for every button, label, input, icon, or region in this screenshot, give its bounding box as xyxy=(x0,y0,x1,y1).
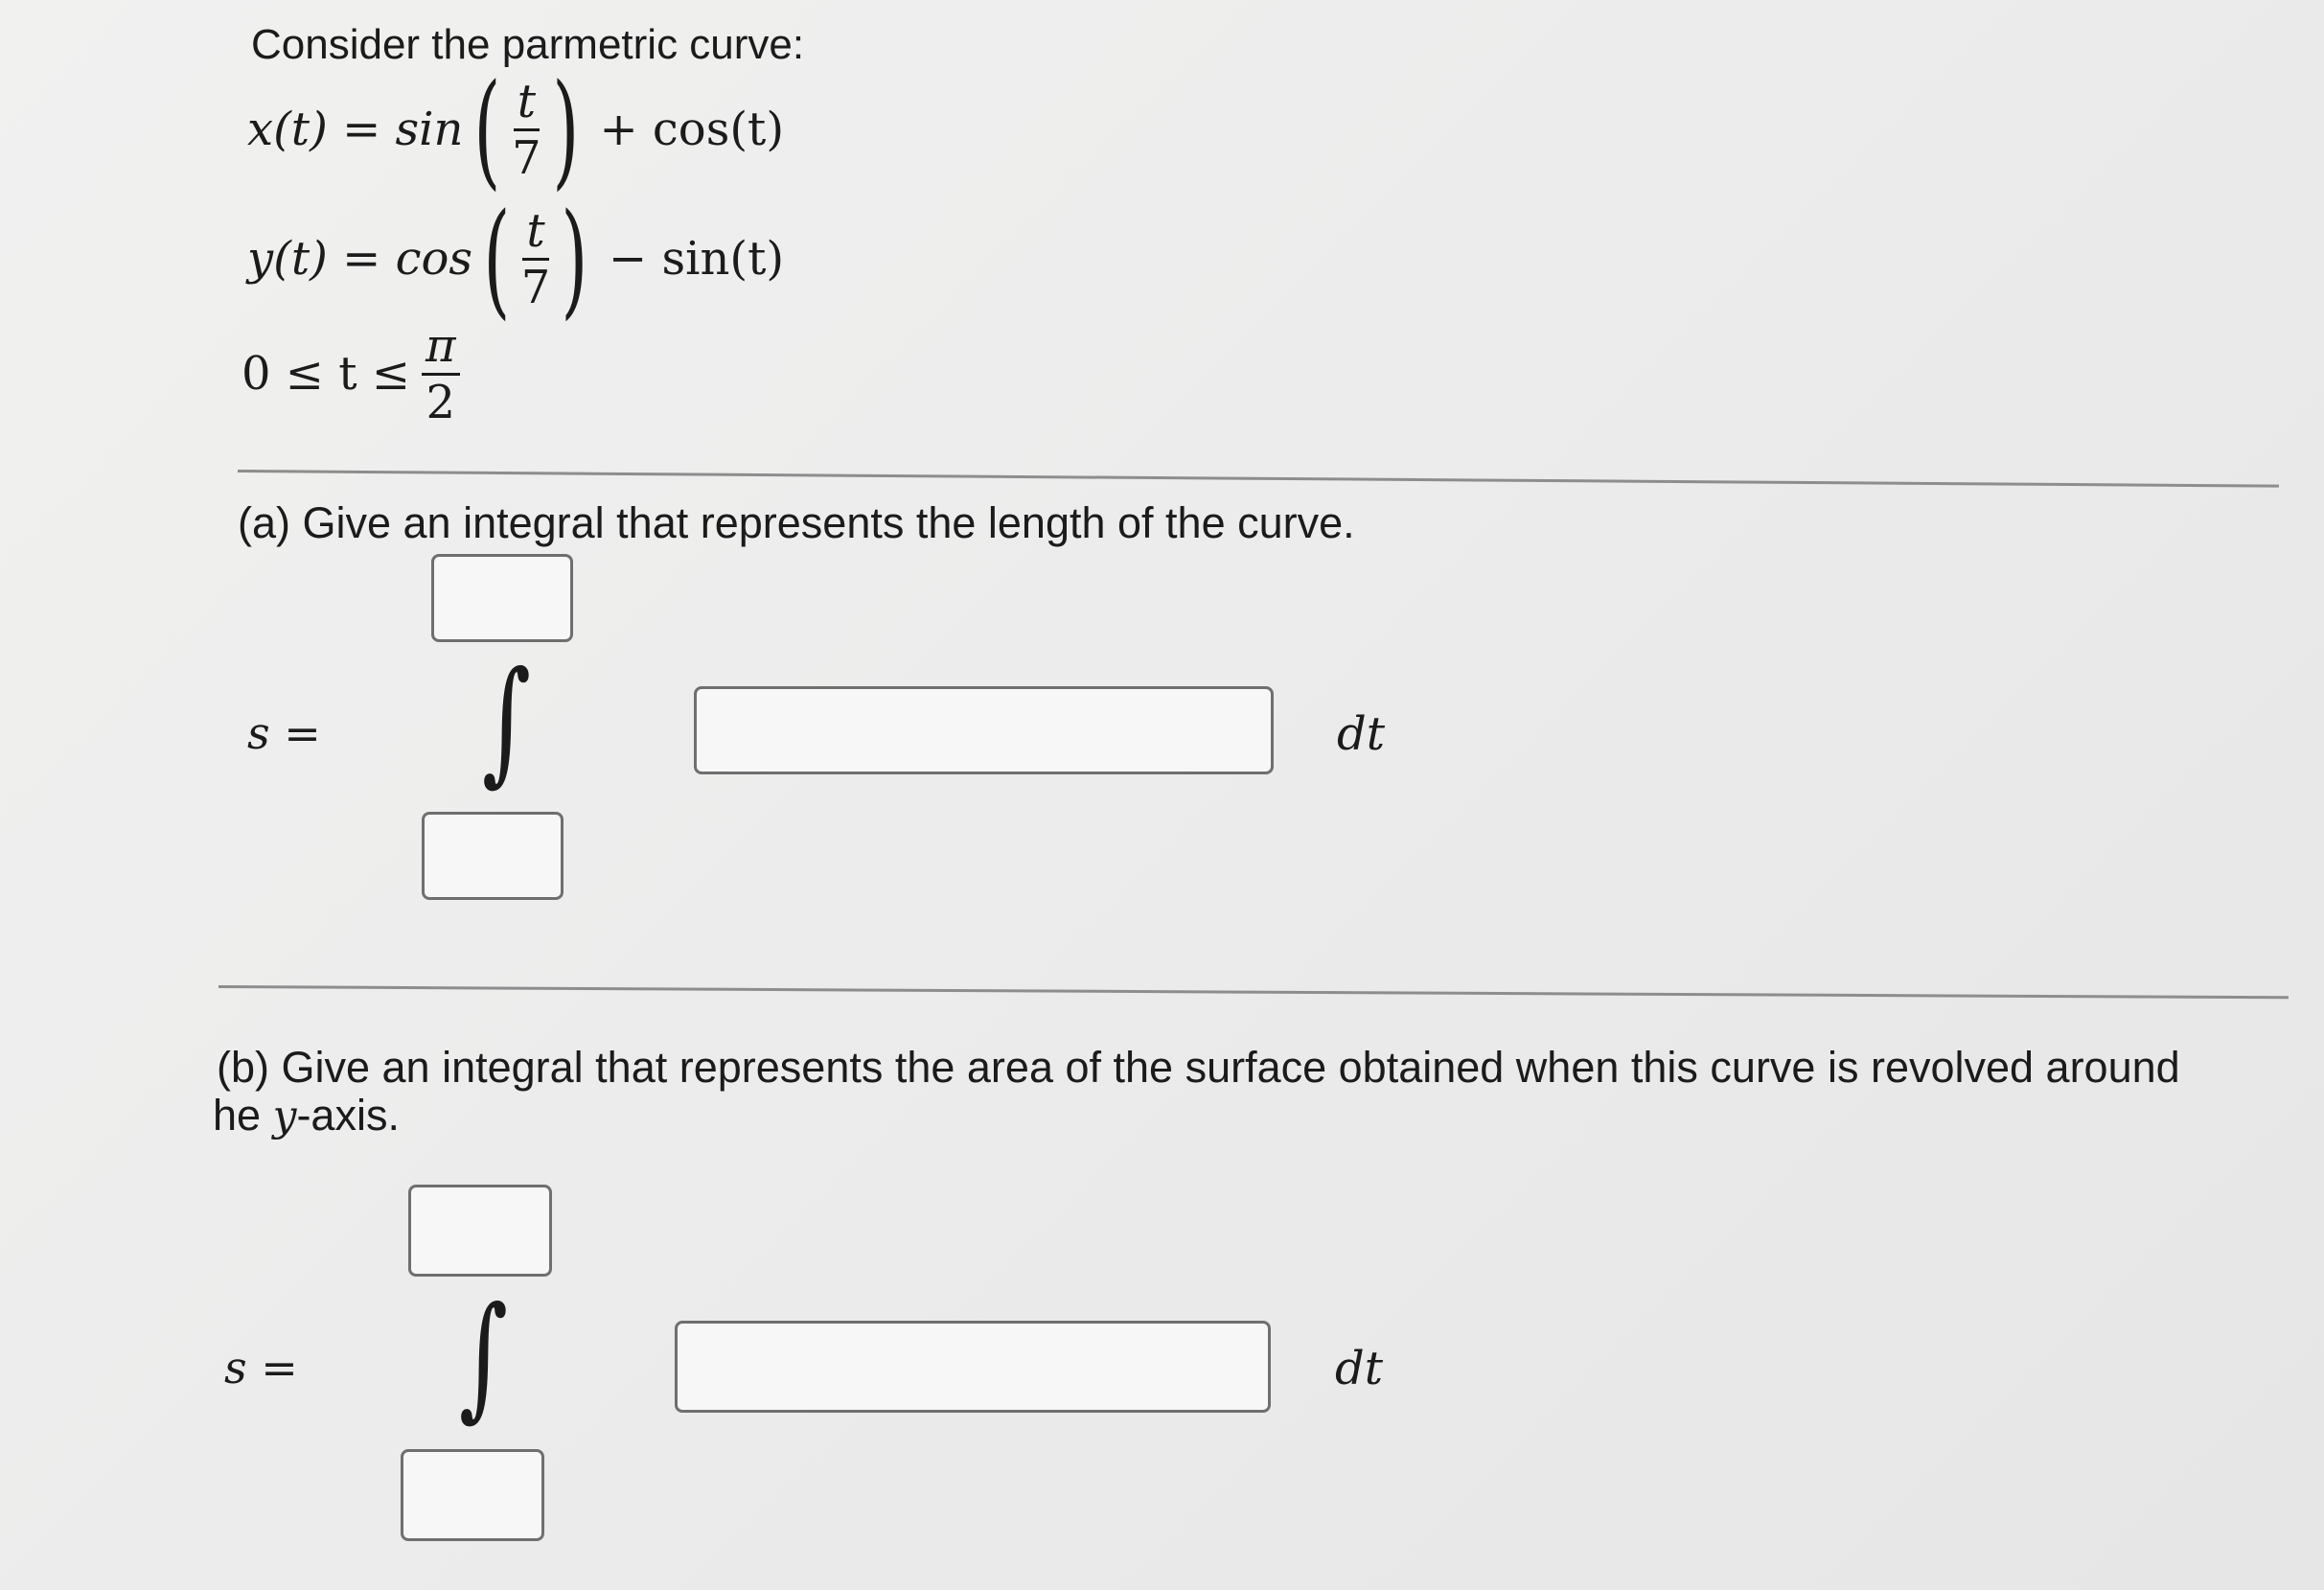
part-a-dt: dt xyxy=(1337,707,1386,761)
part-b-s-label: s = xyxy=(224,1342,298,1394)
y-equation: y(t) = cos ( $\frac{t}{7}$ ) − sin(t) xyxy=(247,186,785,332)
part-b-integral-sign: ∫ xyxy=(458,1279,509,1435)
t-range-numerator: π xyxy=(422,323,460,376)
part-a-prompt: (a) Give an integral that represents the length of the curve. xyxy=(238,498,1355,547)
problem-intro: Consider the parmetric curve: xyxy=(251,21,805,68)
part-a-upper-limit-input[interactable] xyxy=(431,554,573,642)
t-range-denominator: 2 xyxy=(426,375,456,429)
y-fraction-denominator: 7 xyxy=(520,260,551,314)
x-fraction-numerator: t xyxy=(514,79,540,131)
part-b-integrand-input[interactable] xyxy=(675,1321,1271,1413)
part-b-upper-limit-input[interactable] xyxy=(408,1185,552,1277)
part-b-y-variable: y xyxy=(272,1092,297,1141)
x-equation-lhs: x(t) = sin xyxy=(247,103,464,156)
divider-top xyxy=(238,470,2279,488)
part-a-s-label: s = xyxy=(247,707,321,759)
x-equation: x(t) = sin ( $\frac{t}{7}$ ) + cos(t) xyxy=(247,57,785,202)
y-equation-lhs: y(t) = cos xyxy=(247,232,473,286)
divider-middle xyxy=(219,985,2289,999)
part-b-lower-limit-input[interactable] xyxy=(401,1449,544,1541)
y-fraction-numerator: t xyxy=(522,208,548,261)
part-b-dt: dt xyxy=(1335,1342,1384,1395)
x-fraction-denominator: 7 xyxy=(512,130,541,185)
x-equation-rhs: + cos(t) xyxy=(599,103,785,156)
part-b-prompt-line2: he y-axis. xyxy=(213,1091,400,1141)
t-range xyxy=(242,318,460,429)
t-range-lhs: 0 ≤ t ≤ xyxy=(242,347,411,401)
part-a-integral-sign: ∫ xyxy=(481,643,532,799)
part-b-prompt-line1: (b) Give an integral that represents the area of the surface obtained when this curve is revolved around xyxy=(217,1043,2180,1092)
y-equation-rhs: − sin(t) xyxy=(609,232,785,286)
part-a-integrand-input[interactable] xyxy=(694,686,1274,774)
part-a-lower-limit-input[interactable] xyxy=(422,812,564,900)
